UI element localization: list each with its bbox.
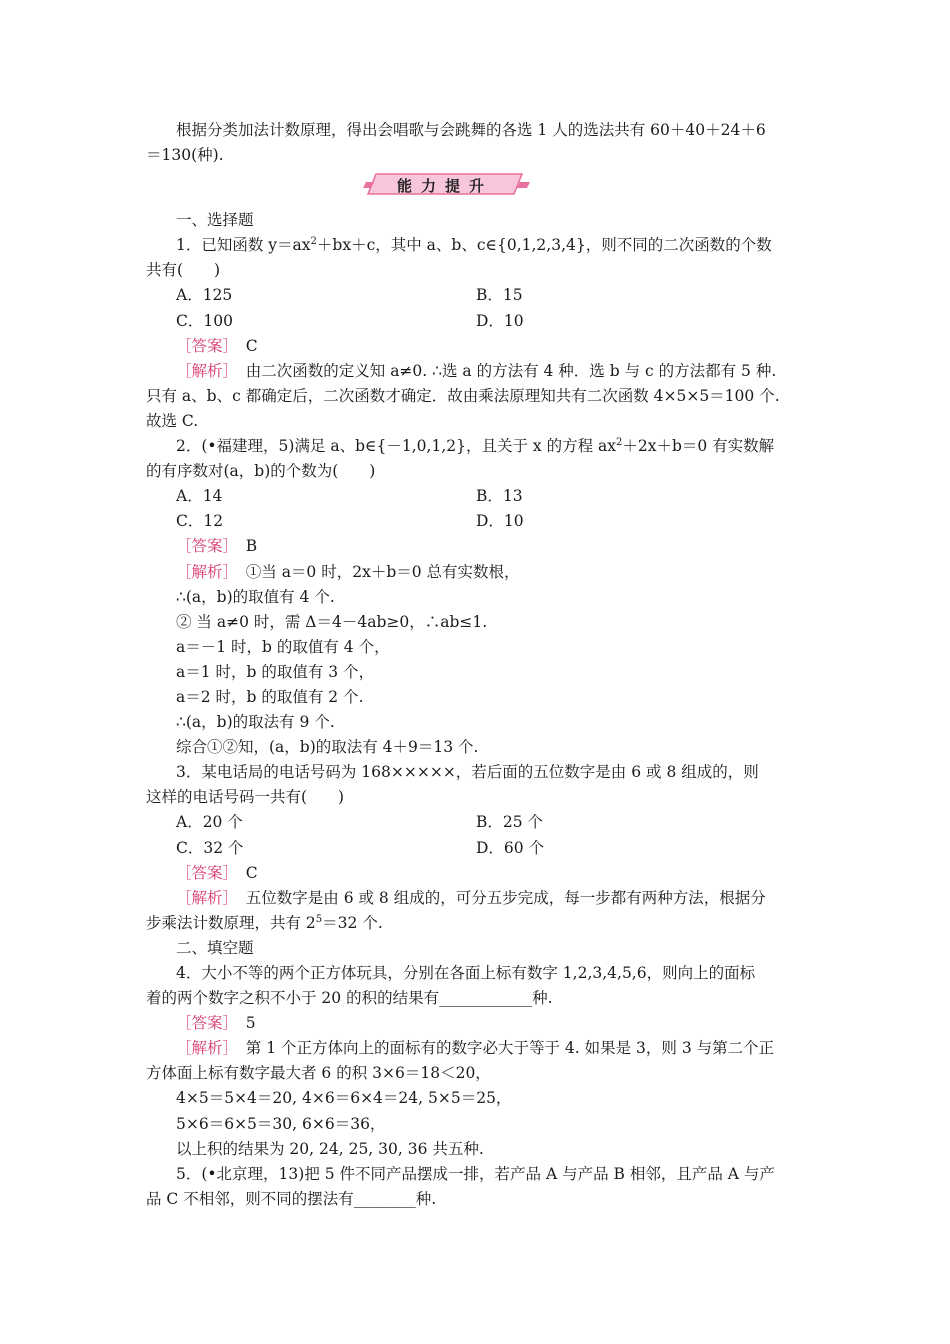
q2-options-row-2 (146, 509, 812, 534)
option-d: D．60 个 (476, 838, 545, 857)
q5-stem-line-2: 品 C 不相邻，则不同的摆法有________种. (146, 1189, 437, 1208)
answer-tag: ［答案］ (176, 336, 231, 355)
q3-analysis-line-1: ［解析］ 五位数字是由 6 或 8 组成的，可分五步完成，每一步都有两种方法，根据分 (176, 888, 766, 907)
option-d: D．10 (476, 512, 524, 531)
q2-analysis-line-4: a＝－1 时，b 的取值有 4 个， (176, 637, 390, 656)
q3-analysis-line-2: 步乘法计数原理，共有 $2^5=32$ 个. (146, 913, 383, 932)
q2-analysis-line-8: 综合①②知，(a，b)的取法有 4＋9＝13 个. (176, 738, 479, 757)
q4-analysis-line-4: 5×6＝6×5＝30, 6×6＝36， (176, 1114, 386, 1133)
answer-tag: ［答案］ (176, 1014, 231, 1033)
q2-analysis-line-6: a＝2 时，b 的取值有 2 个. (176, 687, 364, 706)
analysis-tag: ［解析］ (176, 1039, 231, 1058)
q1-stem-line-1: 1．已知函数 $y=ax^2+bx+c$，其中 a、b、c∈{0,1,2,3,4}，则不同的二次函数的个数 (176, 236, 772, 255)
q5-stem-line-1: 5．(•北京理，13)把 5 件不同产品摆成一排，若产品 A 与产品 B 相邻，且产品 A 与产 (176, 1164, 775, 1183)
q2-stem-line-2: 的有序数对(a，b)的个数为( ) (146, 462, 376, 481)
q3-stem-line-1: 3．某电话局的电话号码为 168×××××，若后面的五位数字是由 6 或 8 组成的，则 (176, 763, 759, 782)
option-b: B．13 (476, 487, 523, 506)
q1-stem-line-2: 共有( ) (146, 261, 221, 280)
section-banner (146, 168, 812, 208)
q4-stem-line-2: 着的两个数字之积不小于 20 的积的结果有____________种. (146, 989, 553, 1008)
q4-analysis-line-1: ［解析］ 第 1 个正方体向上的面标有的数字必大于等于 4. 如果是 3，则 3 与第二个正 (176, 1039, 775, 1058)
q1-options-row-1 (146, 283, 812, 308)
answer-tag: ［答案］ (176, 537, 231, 556)
q3-options-row-2 (146, 836, 812, 861)
q2-analysis-line-7: ∴(a，b)的取法有 9 个. (176, 713, 335, 732)
q2-analysis-line-1: ［解析］ ①当 a＝0 时，2x＋b＝0 总有实数根， (176, 562, 520, 581)
option-a: A．20 个 (176, 813, 243, 832)
intro-line-1: 根据分类加法计数原理，得出会唱歌与会跳舞的各选 1 人的选法共有 60＋40＋24＋6 (176, 121, 766, 139)
option-a: A．14 (176, 487, 223, 506)
analysis-tag: ［解析］ (176, 361, 231, 380)
analysis-tag: ［解析］ (176, 562, 231, 581)
q4-answer: ［答案］ 5 (176, 1014, 256, 1033)
q1-analysis-line-2: 只有 a、b、c 都确定后，二次函数才确定．故由乘法原理知共有二次函数 4×5×5＝100 个. (146, 386, 780, 405)
option-b: B．15 (476, 286, 523, 305)
q2-options-row-1 (146, 484, 812, 509)
q2-analysis-line-2: ∴(a，b)的取值有 4 个. (176, 587, 335, 606)
document-page (146, 118, 812, 1212)
q1-options-row-2 (146, 309, 812, 334)
intro-line-2: ＝130(种). (146, 146, 224, 165)
option-c: C．100 (176, 311, 233, 330)
section-choice-heading: 一、选择题 (176, 211, 254, 230)
q2-answer: ［答案］ B (176, 537, 258, 556)
option-b: B．25 个 (476, 813, 544, 832)
option-a: A．125 (176, 286, 233, 305)
analysis-tag: ［解析］ (176, 888, 231, 907)
option-c: C．12 (176, 512, 224, 531)
q2-stem-line-1: 2．(•福建理，5)满足 a、b∈{－1,0,1,2}，且关于 x 的方程 $ax^2+2x+b=0$ 有实数解 (176, 436, 775, 456)
q4-analysis-line-2: 方体面上标有数字最大者 6 的积 3×6＝18＜20， (146, 1064, 491, 1083)
q3-answer: ［答案］ C (176, 863, 258, 882)
banner-title: 能力提升 (397, 177, 494, 196)
q1-analysis-line-3: 故选 C. (146, 411, 199, 430)
q2-analysis-line-3: ② 当 a≠0 时，需 Δ＝4－4ab≥0，∴ab≤1. (176, 612, 488, 631)
section-fill-heading: 二、填空题 (176, 938, 254, 957)
q1-analysis-line-1: ［解析］ 由二次函数的定义知 a≠0. ∴选 a 的方法有 4 种．选 b 与 c 的方法都有 5 种. (176, 361, 777, 380)
option-d: D．10 (476, 311, 524, 330)
q4-analysis-line-5: 以上积的结果为 20, 24, 25, 30, 36 共五种. (176, 1139, 484, 1158)
q1-answer: ［答案］ C (176, 336, 258, 355)
q4-stem-line-1: 4．大小不等的两个正方体玩具，分别在各面上标有数字 1,2,3,4,5,6，则向上的面标 (176, 964, 756, 982)
q3-stem-line-2: 这样的电话号码一共有( ) (146, 788, 345, 807)
q3-options-row-1 (146, 810, 812, 835)
q2-analysis-line-5: a＝1 时，b 的取值有 3 个， (176, 662, 375, 681)
answer-tag: ［答案］ (176, 863, 231, 882)
option-c: C．32 个 (176, 838, 244, 857)
q4-analysis-line-3: 4×5＝5×4＝20, 4×6＝6×4＝24, 5×5＝25， (176, 1089, 512, 1108)
